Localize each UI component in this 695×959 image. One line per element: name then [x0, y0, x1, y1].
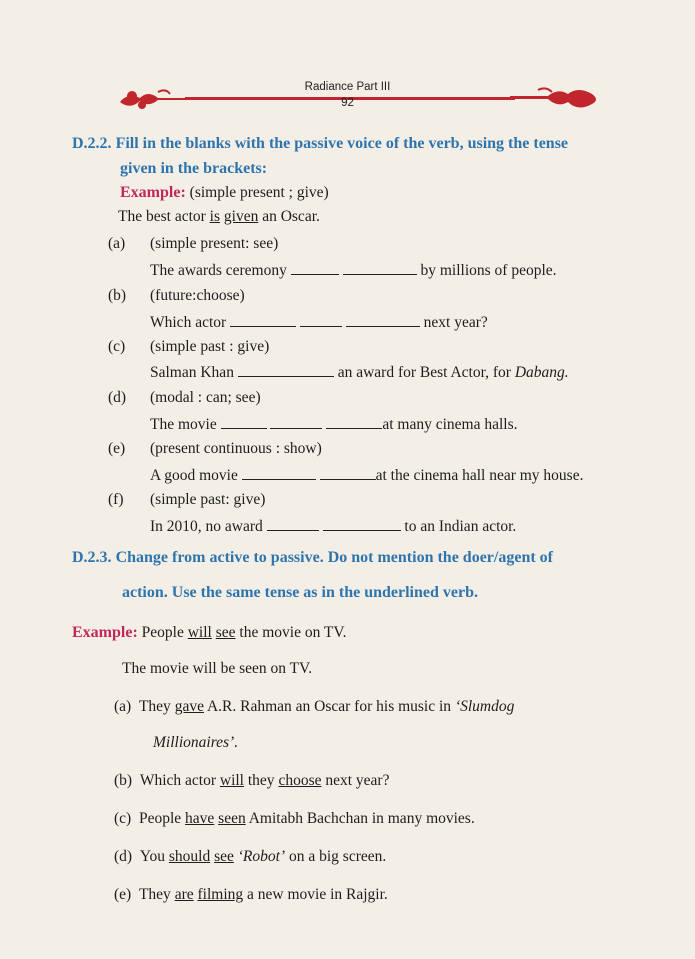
example2-answer: The movie will be seen on TV.: [122, 660, 313, 677]
section-number: D.2.3.: [72, 549, 112, 566]
left-ornament-icon: [118, 86, 198, 112]
item-c-sentence: Salman Khan an award for Best Actor, for Dabang.: [150, 364, 569, 381]
item2-b: (b) Which actor will they choose next year?: [114, 772, 390, 789]
item-e-marker: (e): [108, 440, 126, 457]
item-c-tense: (simple past : give): [150, 338, 270, 355]
section-number: D.2.2.: [72, 135, 112, 152]
item2-a: (a) They gave A.R. Rahman an Oscar for his music in ‘Slumdog: [114, 698, 515, 715]
section-instruction-line1: Fill in the blanks with the passive voice of the verb, using the tense: [115, 135, 569, 152]
item-d-sentence: The movie at many cinema halls.: [150, 416, 518, 433]
example-sentence: The best actor is given an Oscar.: [118, 208, 320, 225]
section-heading-d22: [72, 135, 568, 153]
section-instruction-line1: Change from active to passive. Do not mention the doer/agent of: [115, 549, 553, 566]
item-a-sentence: The awards ceremony by millions of people.: [150, 262, 557, 279]
example-tense: (simple present ; give): [189, 184, 329, 201]
item-b-tense: (future:choose): [150, 287, 245, 304]
page-number: 92: [341, 97, 354, 109]
item-a-tense: (simple present: see): [150, 235, 279, 252]
example2-line: Example: People will see the movie on TV.: [72, 624, 347, 641]
section-instruction-line2: action. Use the same tense as in the underlined verb.: [122, 584, 478, 601]
item-a-marker: (a): [108, 235, 126, 252]
example-line: [120, 184, 329, 202]
item-f-sentence: In 2010, no award to an Indian actor.: [150, 518, 517, 535]
item-c-marker: (c): [108, 338, 126, 355]
item-b-sentence: Which actor next year?: [150, 314, 488, 331]
item-b-marker: (b): [108, 287, 127, 304]
example-label: Example:: [120, 184, 186, 201]
item2-e: (e) They are filming a new movie in Rajgir.: [114, 886, 388, 903]
example-label: Example:: [72, 624, 138, 641]
item2-d: (d) You should see ‘Robot’ on a big screen.: [114, 848, 387, 865]
item-d-marker: (d): [108, 389, 127, 406]
item-d-tense: (modal : can; see): [150, 389, 261, 406]
item2-a-cont: Millionaires’.: [153, 734, 239, 751]
section-heading-d23: [72, 549, 553, 567]
item-e-tense: (present continuous : show): [150, 440, 322, 457]
right-ornament-icon: [508, 84, 600, 112]
running-header: Radiance Part III: [304, 81, 391, 93]
item-f-tense: (simple past: give): [150, 491, 266, 508]
item-e-sentence: A good movie at the cinema hall near my house.: [150, 467, 584, 484]
item-f-marker: (f): [108, 491, 124, 508]
item2-c: (c) People have seen Amitabh Bachchan in many movies.: [114, 810, 475, 827]
section-instruction-line2: given in the brackets:: [120, 160, 268, 177]
